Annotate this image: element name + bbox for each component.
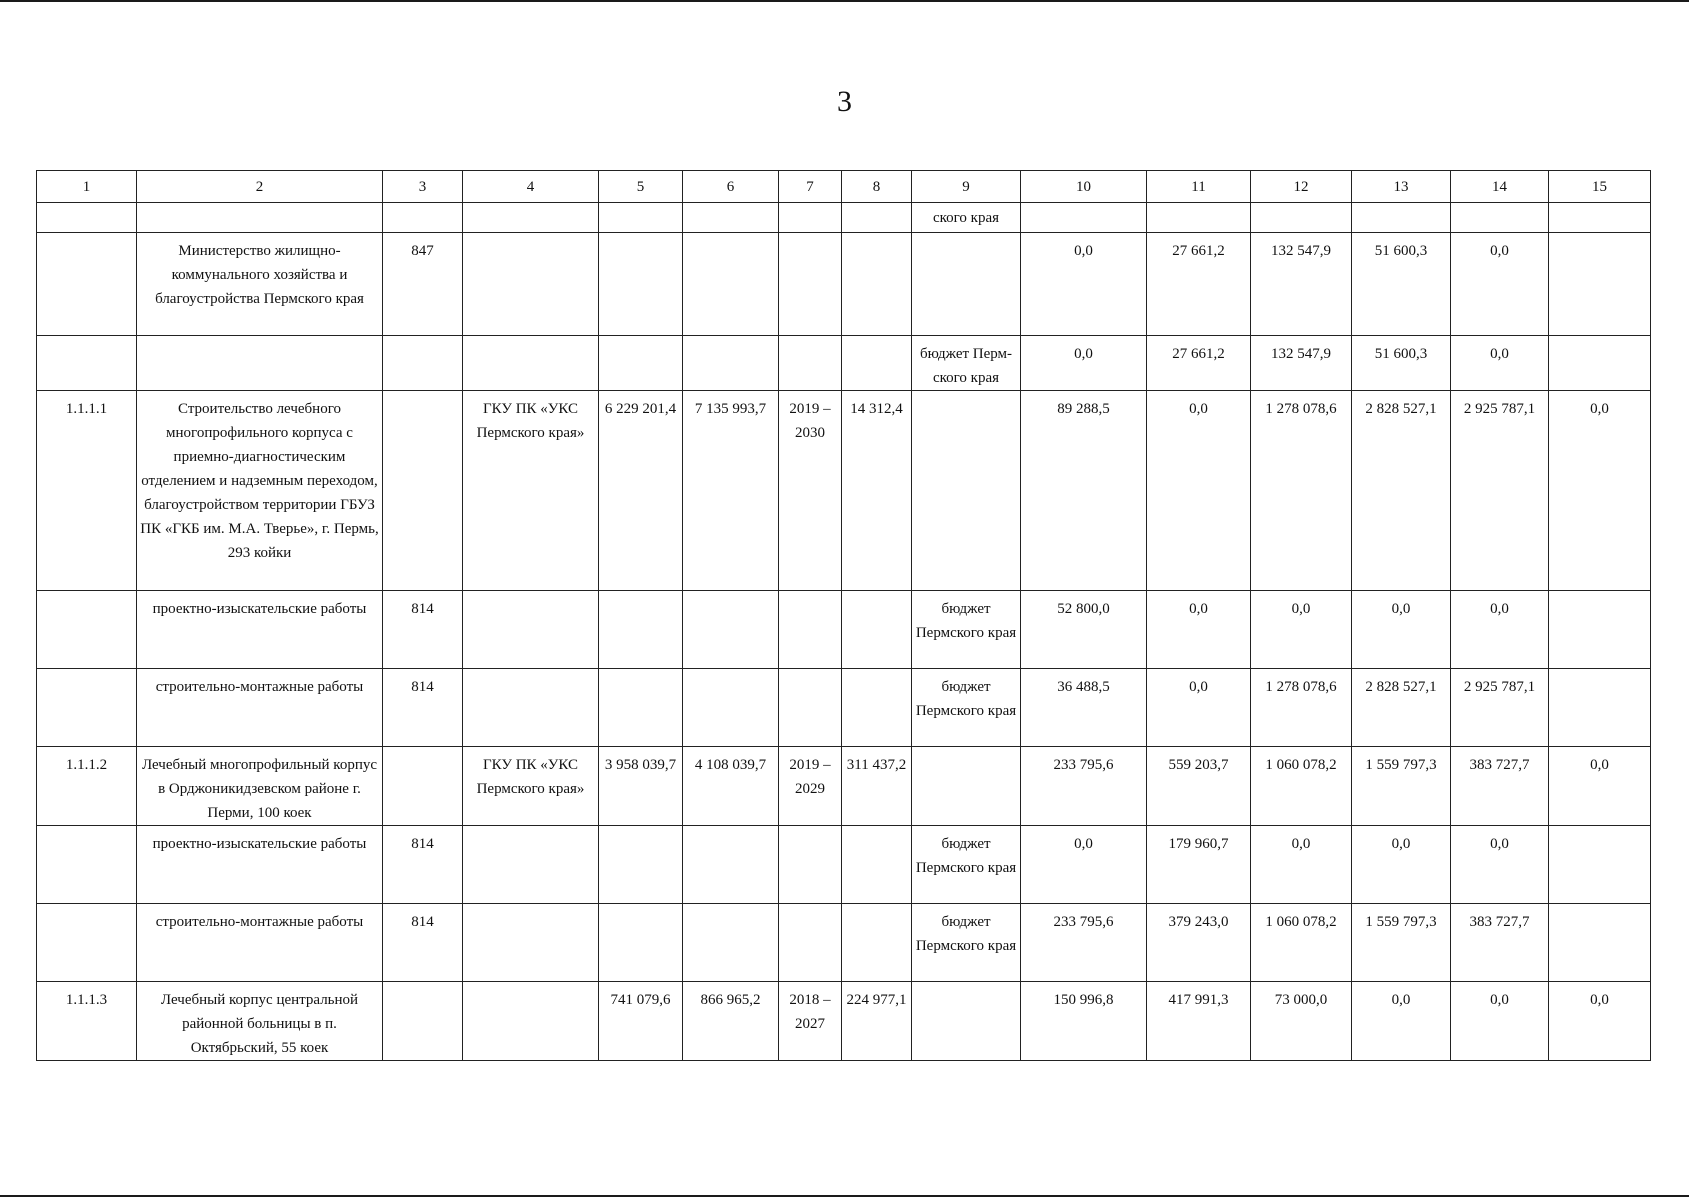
cell-name: проектно-изыскательские работы [137, 826, 383, 904]
cell-col5: 741 079,6 [599, 982, 683, 1061]
cell-col12: 73 000,0 [1251, 982, 1352, 1061]
cell-col5 [599, 826, 683, 904]
column-header: 1 [37, 171, 137, 203]
cell-name: строительно-монтажные работы [137, 904, 383, 982]
cell-col11: 417 991,3 [1147, 982, 1251, 1061]
cell-col11: 0,0 [1147, 591, 1251, 669]
cell-col14: 0,0 [1451, 233, 1549, 336]
column-header: 8 [842, 171, 912, 203]
cell-col13 [1352, 203, 1451, 233]
cell-col11: 379 243,0 [1147, 904, 1251, 982]
cell-col11: 559 203,7 [1147, 747, 1251, 826]
cell-col13: 1 559 797,3 [1352, 904, 1451, 982]
column-header: 10 [1021, 171, 1147, 203]
cell-col14: 0,0 [1451, 982, 1549, 1061]
cell-col3: 847 [383, 233, 463, 336]
cell-period: 2019 – 2030 [779, 391, 842, 591]
cell-col4 [463, 336, 599, 391]
cell-col8 [842, 233, 912, 336]
cell-col7 [779, 233, 842, 336]
cell-name: проектно-изыскательские работы [137, 591, 383, 669]
cell-col11: 27 661,2 [1147, 336, 1251, 391]
cell-period [779, 904, 842, 982]
cell-source: ского края [912, 203, 1021, 233]
cell-executor [463, 826, 599, 904]
cell-name: Лечебный корпус центральной районной больницы в п. Октябрьский, 55 коек [137, 982, 383, 1061]
cell-source: бюджет Перм-ского края [912, 336, 1021, 391]
cell-col10: 36 488,5 [1021, 669, 1147, 747]
cell-col10: 150 996,8 [1021, 982, 1147, 1061]
cell-col15 [1549, 233, 1651, 336]
cell-col6: 866 965,2 [683, 982, 779, 1061]
cell-source: бюджет Пермского края [912, 904, 1021, 982]
cell-col11: 179 960,7 [1147, 826, 1251, 904]
cell-col6: 4 108 039,7 [683, 747, 779, 826]
cell-col15: 0,0 [1549, 747, 1651, 826]
cell-col6 [683, 591, 779, 669]
cell-col14: 383 727,7 [1451, 904, 1549, 982]
cell-col10: 52 800,0 [1021, 591, 1147, 669]
cell-code [37, 233, 137, 336]
cell-col3: 814 [383, 826, 463, 904]
cell-col14: 2 925 787,1 [1451, 391, 1549, 591]
column-header: 2 [137, 171, 383, 203]
cell-code: 1.1.1.3 [37, 982, 137, 1061]
cell-col8 [842, 904, 912, 982]
cell-col5 [599, 591, 683, 669]
cell-col11: 0,0 [1147, 669, 1251, 747]
cell-col5 [599, 669, 683, 747]
cell-col14 [1451, 203, 1549, 233]
column-header: 15 [1549, 171, 1651, 203]
cell-col3 [383, 747, 463, 826]
table-row [37, 203, 1651, 233]
cell-col3: 814 [383, 904, 463, 982]
column-header: 9 [912, 171, 1021, 203]
page-number: 3 [837, 85, 852, 118]
cell-col12: 1 278 078,6 [1251, 669, 1352, 747]
cell-col5 [599, 904, 683, 982]
column-header: 13 [1352, 171, 1451, 203]
cell-col15 [1549, 203, 1651, 233]
cell-source: бюджет Пермского края [912, 826, 1021, 904]
cell-col13: 0,0 [1352, 826, 1451, 904]
cell-col14: 0,0 [1451, 826, 1549, 904]
cell-col5: 3 958 039,7 [599, 747, 683, 826]
table-row [37, 747, 1651, 826]
column-header: 7 [779, 171, 842, 203]
cell-col15 [1549, 336, 1651, 391]
cell-name: Строительство лечебного многопрофильного корпуса с приемно-диагностическим отделением и надземным переходом, благоустройством территории ГБУЗ ПК «ГКБ им. М.А. Тверье», г. Пермь, 293 койки [137, 391, 383, 591]
cell-col15 [1549, 904, 1651, 982]
cell-col8 [842, 826, 912, 904]
cell-source: бюджет Пермского края [912, 591, 1021, 669]
cell-name: Лечебный многопрофильный корпус в Орджоникидзевском районе г. Перми, 100 коек [137, 747, 383, 826]
cell-col6 [683, 826, 779, 904]
column-header: 11 [1147, 171, 1251, 203]
cell-col13: 2 828 527,1 [1352, 669, 1451, 747]
column-header: 6 [683, 171, 779, 203]
column-header: 4 [463, 171, 599, 203]
cell-col13: 0,0 [1352, 982, 1451, 1061]
cell-code [37, 203, 137, 233]
cell-col13: 51 600,3 [1352, 336, 1451, 391]
cell-col3 [383, 336, 463, 391]
table-row [37, 336, 1651, 391]
cell-col11: 0,0 [1147, 391, 1251, 591]
cell-col6 [683, 336, 779, 391]
cell-executor [463, 904, 599, 982]
cell-col5 [599, 336, 683, 391]
cell-col4 [463, 203, 599, 233]
column-header: 14 [1451, 171, 1549, 203]
cell-col3 [383, 203, 463, 233]
cell-name [137, 336, 383, 391]
cell-col12 [1251, 203, 1352, 233]
cell-col15: 0,0 [1549, 982, 1651, 1061]
cell-source [912, 747, 1021, 826]
cell-col6 [683, 203, 779, 233]
budget-table [36, 170, 1651, 1061]
table-row [37, 591, 1651, 669]
cell-code [37, 826, 137, 904]
cell-col10: 233 795,6 [1021, 747, 1147, 826]
cell-source: бюджет Пермского края [912, 669, 1021, 747]
cell-col15 [1549, 669, 1651, 747]
cell-col8 [842, 336, 912, 391]
scan-edge-bottom [0, 1195, 1689, 1197]
cell-source [912, 391, 1021, 591]
table-header-row [37, 171, 1651, 203]
cell-col8 [842, 669, 912, 747]
cell-col15 [1549, 591, 1651, 669]
cell-col11: 27 661,2 [1147, 233, 1251, 336]
cell-col6: 7 135 993,7 [683, 391, 779, 591]
table-row [37, 391, 1651, 591]
cell-col7 [779, 203, 842, 233]
cell-code [37, 336, 137, 391]
cell-col8: 224 977,1 [842, 982, 912, 1061]
table-row [37, 982, 1651, 1061]
cell-col8: 14 312,4 [842, 391, 912, 591]
cell-executor [463, 669, 599, 747]
cell-col13: 51 600,3 [1352, 233, 1451, 336]
column-header: 3 [383, 171, 463, 203]
cell-col12: 0,0 [1251, 591, 1352, 669]
cell-col12: 132 547,9 [1251, 336, 1352, 391]
cell-code: 1.1.1.2 [37, 747, 137, 826]
cell-col12: 1 278 078,6 [1251, 391, 1352, 591]
cell-col3 [383, 391, 463, 591]
cell-col3 [383, 982, 463, 1061]
table-row [37, 669, 1651, 747]
table-row [37, 826, 1651, 904]
cell-col12: 132 547,9 [1251, 233, 1352, 336]
cell-executor [463, 982, 599, 1061]
cell-col5 [599, 233, 683, 336]
cell-name: Министерство жилищно-коммунального хозяйства и благоустройства Пермского края [137, 233, 383, 336]
cell-col15: 0,0 [1549, 391, 1651, 591]
cell-source [912, 982, 1021, 1061]
scan-edge-top [0, 0, 1689, 2]
cell-col12: 1 060 078,2 [1251, 747, 1352, 826]
cell-period: 2019 – 2029 [779, 747, 842, 826]
cell-col13: 0,0 [1352, 591, 1451, 669]
cell-period [779, 591, 842, 669]
cell-source [912, 233, 1021, 336]
cell-executor [463, 591, 599, 669]
cell-col13: 1 559 797,3 [1352, 747, 1451, 826]
cell-code [37, 669, 137, 747]
cell-col6 [683, 669, 779, 747]
cell-col10 [1021, 203, 1147, 233]
cell-col6 [683, 904, 779, 982]
cell-col3: 814 [383, 591, 463, 669]
cell-period [779, 826, 842, 904]
cell-col3: 814 [383, 669, 463, 747]
cell-col12: 0,0 [1251, 826, 1352, 904]
cell-period: 2018 – 2027 [779, 982, 842, 1061]
cell-name: строительно-монтажные работы [137, 669, 383, 747]
cell-col5 [599, 203, 683, 233]
cell-col7 [779, 336, 842, 391]
cell-col10: 0,0 [1021, 826, 1147, 904]
cell-name [137, 203, 383, 233]
cell-col8: 311 437,2 [842, 747, 912, 826]
cell-col14: 383 727,7 [1451, 747, 1549, 826]
cell-col12: 1 060 078,2 [1251, 904, 1352, 982]
cell-executor: ГКУ ПК «УКС Пермского края» [463, 391, 599, 591]
cell-col5: 6 229 201,4 [599, 391, 683, 591]
cell-code [37, 591, 137, 669]
cell-col6 [683, 233, 779, 336]
cell-col10: 89 288,5 [1021, 391, 1147, 591]
cell-col14: 0,0 [1451, 591, 1549, 669]
cell-col11 [1147, 203, 1251, 233]
column-header: 5 [599, 171, 683, 203]
cell-code: 1.1.1.1 [37, 391, 137, 591]
column-header: 12 [1251, 171, 1352, 203]
cell-col4 [463, 233, 599, 336]
cell-col8 [842, 203, 912, 233]
table-row [37, 904, 1651, 982]
cell-col8 [842, 591, 912, 669]
cell-col10: 0,0 [1021, 336, 1147, 391]
cell-period [779, 669, 842, 747]
cell-code [37, 904, 137, 982]
cell-col10: 233 795,6 [1021, 904, 1147, 982]
cell-col15 [1549, 826, 1651, 904]
cell-col14: 2 925 787,1 [1451, 669, 1549, 747]
cell-col14: 0,0 [1451, 336, 1549, 391]
cell-executor: ГКУ ПК «УКС Пермского края» [463, 747, 599, 826]
table-row [37, 233, 1651, 336]
cell-col10: 0,0 [1021, 233, 1147, 336]
cell-col13: 2 828 527,1 [1352, 391, 1451, 591]
